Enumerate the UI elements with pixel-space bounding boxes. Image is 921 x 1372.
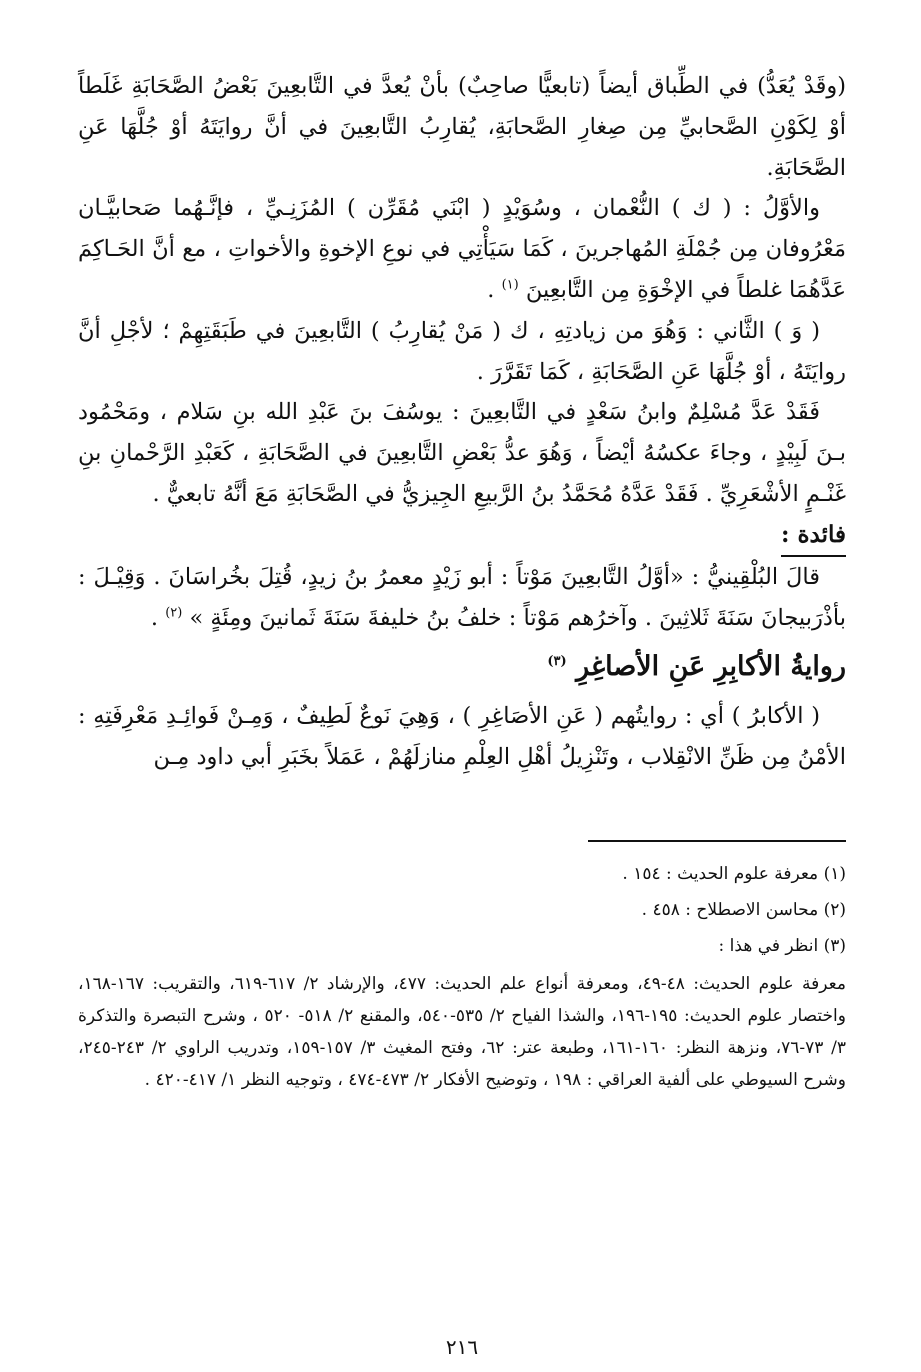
footnote-3: (٣) انظر في هذا : <box>718 935 846 956</box>
paragraph-text: والأوَّلُ : ( ك ) النُّعْمان ، وسُوَيْدٍ ( ابْنَي مُقَرِّن ) المُزَنِـيِّ ، فإنَّـهُما صَحابيَّـان مَعْرُوفان مِن جُمْلَةِ المُهاجرينَ ، كَمَا سَيَأْتِي في نوعِ الإخوةِ والأخواتِ ، مع أنَّ الحَـاكِمَ عَدَّهُمَا غلطاً في الإخْوَةِ مِن التَّابعِينَ <box>78 195 846 303</box>
paragraph-3 <box>78 311 846 393</box>
footnotes <box>78 856 846 1096</box>
paragraph-1 <box>78 66 846 188</box>
footnote-2: (٢) محاسن الاصطلاح : ٤٥٨ . <box>641 899 846 920</box>
paragraph-text: ( وَ ) الثَّاني : وَهُوَ من زيادتِهِ ، ك ( مَنْ يُقارِبُ ) التَّابعِينَ في طَبَقَتِهِمْ ؛ لأجْلِ أنَّ روايَتَهُ ، أوْ جُلَّهَا عَنِ الصَّحَابَةِ ، كَمَا تَقَرَّرَ . <box>78 317 846 385</box>
paragraph-text: فَقَدْ عَدَّ مُسْلِمٌ وابنُ سَعْدٍ في التَّابعِينَ : يوسُفَ بنَ عَبْدِ الله بنِ سَلام ، ومَحْمُود بـنَ لَبِيْدٍ ، وجاءَ عكسُهُ أيْضاً ، وَهُوَ عدُّ بَعْضِ التَّابعِينَ في الصَّحَابَةِ ، كَعَبْدِ الرَّحْمانِ بنِ غَنْـمٍ الأشْعَرِيِّ . فَقَدْ عَدَّهُ مُحَمَّدُ بنُ الرَّبيعِ الجِيزيُّ في الصَّحَابَةِ مَعَ أنَّهُ تابعيٌّ . <box>78 399 846 507</box>
section-paragraph <box>78 696 846 778</box>
period: . <box>487 276 495 303</box>
paragraph-text: (وقَدْ يُعَدُّ) في الطِّباق أيضاً (تابعيًّا صاحِبٌ) بأنْ يُعدَّ في التَّابعِينَ بَعْضُ الصَّحَابَةِ غَلَطاً أوْ لِكَوْنِ الصَّحابيِّ مِن صِغارِ الصَّحابَةِ، يُقارِبُ التَّابعِينَ في أنَّ روايَتَهُ أوْ جُلَّهَا عَنِ الصَّحَابَةِ. <box>78 73 846 181</box>
paragraph-4 <box>78 392 846 514</box>
spacer <box>78 778 846 840</box>
faida-heading: فائدة : <box>781 517 846 557</box>
footnote-3-body: معرفة علوم الحديث: ٤٨-٤٩، ومعرفة أنواع علم الحديث: ٤٧٧، والإرشاد ٢/ ٦١٧-٦١٩، والتقريب: ١٦٧-١٦٨، واختصار علوم الحديث: ١٩٥-١٩٦، والشذا الفياح ٢/ ٥٣٥-٥٤٠، والمقنع ٢/ ٥١٨- ٥٢٠ ، وشرح التبصرة والتذكرة ٣/ ٧٣-٧٦، ونزهة النظر: ١٦٠-١٦١، وطبعة عتر: ٦٢، وفتح المغيث ٣/ ١٥٧-١٥٩، وتدريب الراوي ٢/ ٢٤٣-٢٤٥، وشرح السيوطي على ألفية العراقي : ١٩٨ ، وتوضيح الأفكار ٢/ ٤٧٣-٤٧٤ ، وتوجيه النظر ١/ ٤١٧-٤٢٠ . <box>78 973 846 1090</box>
faida-heading-wrap <box>78 515 846 557</box>
section-title <box>78 642 846 692</box>
footnote-1: (١) معرفة علوم الحديث : ١٥٤ . <box>622 863 846 884</box>
page-number: ٢١٦ <box>445 1335 479 1359</box>
book-page <box>78 66 846 1359</box>
period: . <box>150 604 159 631</box>
footnote-ref-1[interactable]: (١) <box>501 277 519 293</box>
paragraph-text: ( الأكابرُ ) أي : روايتُهم ( عَنِ الأصَاغِرِ ) ، وَهِيَ نَوعٌ لَطِيفٌ ، وَمِـنْ فَوائِـدِ مَعْرِفَتِهِ : الأمْنُ مِن ظَنِّ الانْقِلاب ، وتَنْزِيلُ أهْلِ العِلْمِ منازلَهُمْ ، عَمَلاً بخَبَرِ أبي داود مِـن <box>78 703 846 771</box>
section-title-text: روايةُ الأكابِرِ عَنِ الأصاغِرِ <box>576 651 846 683</box>
footnote-divider <box>588 840 846 842</box>
footnote-ref-3[interactable]: (٣) <box>547 654 567 670</box>
main-text <box>78 66 846 778</box>
paragraph-2 <box>78 188 846 310</box>
faida-paragraph <box>78 557 846 639</box>
footnote-ref-2[interactable]: (٢) <box>165 605 183 621</box>
paragraph-text: قالَ البُلْقِينيُّ : «أوَّلُ التَّابعِينَ مَوْتاً : أبو زَيْدٍ معمرُ بنُ زيدٍ، قُتِلَ بخُراسَانَ . وَقِيْـلَ : بأذْرَبيجانَ سَنَةَ ثَلاثِينَ . وآخرُهم مَوْتاً : خلفُ بنُ خليفةَ سَنَةَ ثَمانينَ ومِئَةٍ » <box>78 563 846 631</box>
